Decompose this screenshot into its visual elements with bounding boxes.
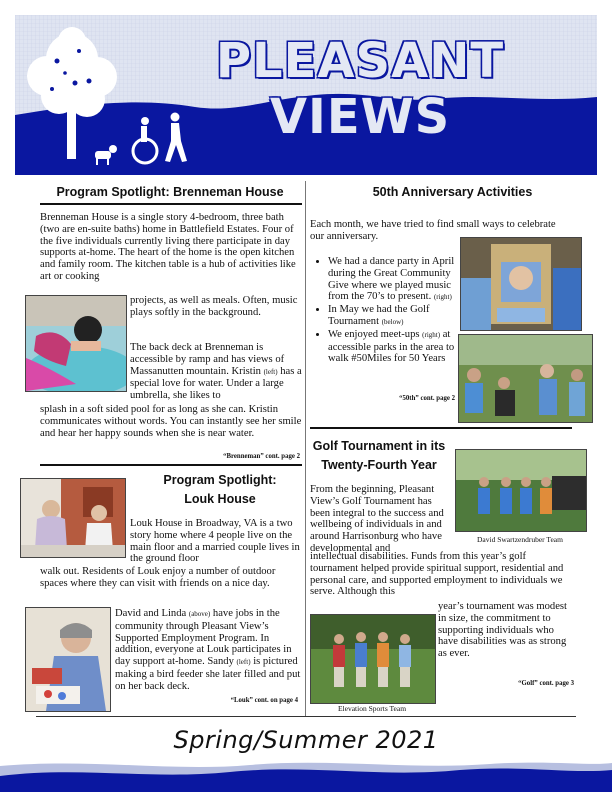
brenneman-p1-wrap: projects, as well as meals. Often, music plays softly in the background. [130,295,298,318]
sandy-birdfeeder-photo [25,607,111,712]
anniversary-heading: 50th Anniversary Activities [372,185,533,199]
caption-team2: Elevation Sports Team [337,704,407,713]
dance-party-photo [460,237,582,331]
footer-wave [0,760,612,792]
footer-rule [36,716,576,717]
brenneman-p1: Brenneman House is a single story 4-bedroom, three bath (two are en-suite baths) home in Battlefield Estates. Four of the five individuals currently living there participate in day supports at-home. The heart of the home is the open kitchen and family room. The kitchen table is a hub of activities like art or cooking [40,212,296,282]
bullet-dance-party-note: (right) [433,293,452,302]
louk-heading-line2: Louk House [184,492,256,506]
brenneman-rule [40,203,302,205]
bullet-dance-party-text: We had a dance party in April during the Great Community Give where we played music from the 70’s to present. [328,256,455,303]
golf-rule-top [310,427,572,429]
bullet-golf [328,304,473,329]
louk-p1b: walk out. Residents of Louk enjoy a number of outdoor spaces where they can visit with friends on a nice day. [40,566,276,589]
brenneman-p2 [130,342,302,402]
masthead-title: PLEASANT VIEWS [215,33,505,145]
louk-p2c: is pictured making a bird feeder she later filled and put on her back deck. [115,656,301,692]
anniversary-intro: Each month, we have tried to find small ways to celebrate our anniversary. [310,219,556,242]
golf-heading-line2: Twenty-Fourth Year [321,458,437,472]
golf-p1: From the beginning, Pleasant View’s Golf Tournament has been integral to the success and wellbeing of individuals in and around Harrisonburg who have developmental and [310,484,444,554]
footer-title: Spring/Summer 2021 [173,726,439,754]
bullet-meetups-text2: at accessible parks in the area to walk #50Miles for 50 Years [328,328,455,365]
golf-p1c: year’s tournament was modest in size, the commitment to supporting individuals who have disabilities was as strong as ever. [438,601,567,660]
column-divider [305,181,306,716]
golf-heading-line1: Golf Tournament in its [312,439,446,453]
louk-p2 [115,608,302,693]
brenneman-cont: “Brenneman” cont. page 2 [223,453,300,460]
brenneman-p2c: splash in a soft sided pool for as long as she can. Kristin communicates without words. You can instantly see her smile and hear her happy sounds when she is near water. [40,404,302,439]
louk-heading [140,471,300,509]
park-meetup-photo [458,334,593,423]
louk-heading-line1: Program Spotlight: [163,473,277,487]
louk-p2-left-note: (left) [236,658,251,667]
bullet-dance-party [328,256,473,304]
people-walking-icon [85,107,195,169]
golf-p1b: intellectual disabilities. Funds from this year’s golf tournament helped provide spiritual support, residential and personal care, and supported employment to individuals we serve. Although this [310,551,564,598]
louk-cont: “Louk” cont. on page 4 [230,697,298,704]
swartzendruber-team-photo [455,449,587,532]
kristin-pool-photo [25,295,127,392]
anniversary-bullets [310,256,473,365]
louk-rule-top [40,464,302,466]
masthead [15,15,597,175]
anniversary-cont: “50th” cont. page 2 [399,395,455,402]
bullet-meetups-note: (right) [422,330,441,339]
brenneman-p2b: has a special love for water. Under a large umbrella, she likes to [130,365,302,402]
bullet-golf-note: (below) [381,317,404,326]
louk-p2-above-note: (above) [188,610,211,618]
bullet-meetups [328,329,473,365]
brenneman-heading: Program Spotlight: Brenneman House [56,185,284,199]
caption-team1: David Swartzendruber Team [477,535,563,544]
golf-heading [310,437,448,475]
louk-p2a: David and Linda [115,608,187,619]
golf-cont: “Golf” cont. page 3 [518,680,574,687]
bullet-golf-text: In May we had the Golf Tournament [328,304,430,327]
louk-p2b: have jobs in the community through Pleasant View’s Supported Employment Program. In addition, everyone at Louk participates in day support at-home. Sandy [115,608,292,668]
david-linda-photo [20,478,126,558]
elevation-sports-team-photo [310,614,436,704]
brenneman-p2-left-note: (left) [263,367,278,376]
louk-p1: Louk House in Broadway, VA is a two story home where 4 people live on the main floor and a married couple lives in the ground floor [130,518,300,565]
brenneman-p2a: The back deck at Brenneman is accessible by ramp and has views of Massanutten mountain. Kristin [130,342,285,377]
bullet-meetups-text: We enjoyed meet-ups [328,328,420,340]
